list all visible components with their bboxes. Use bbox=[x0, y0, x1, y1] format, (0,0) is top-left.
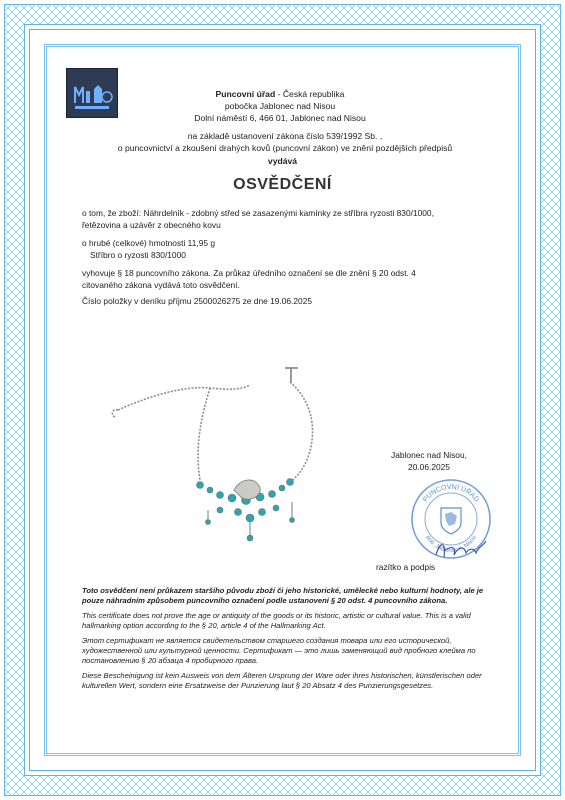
necklace-photo bbox=[100, 360, 370, 560]
issuer-header bbox=[130, 88, 430, 124]
place-and-date bbox=[384, 449, 474, 473]
place-city: Jablonec nad Nisou, bbox=[391, 450, 467, 460]
stamp-bottom-text: pob. Jablonec n. Nisou bbox=[424, 534, 478, 555]
disclaimer-russian: Этот сертификат не является свидетельством старшего создания товара или его исторической, художественной или культурной ценности. Сертификат — это лишь заменяющий вид пробного клейма по постановлению § 20 абзаца 4 пробирного права. bbox=[82, 635, 476, 666]
place-date: 20.06.2025 bbox=[408, 462, 450, 472]
legal-basis-line-2: o puncovnictví a zkoušení drahých kovů (puncovní zákon) ve znění pozdějších předpisů bbox=[117, 143, 453, 153]
weight-info bbox=[82, 238, 382, 261]
compliance-line-1: vyhovuje § 18 puncovního zákona. Za průkaz úředního označení se dle znění § 20 odst. 4 bbox=[82, 268, 416, 278]
office-logo bbox=[66, 68, 118, 118]
disclaimer-notes bbox=[82, 586, 496, 696]
disclaimer-english: This certificate does not prove the age or antiquity of the goods or its historic, artistic or cultural value. This is a valid hallmarking option according to the § 20, article 4 of the Hallmarking Act. bbox=[82, 610, 471, 631]
issuer-branch: pobočka Jablonec nad Nisou bbox=[224, 101, 336, 111]
legal-basis-line-1: na základě ustanovení zákona číslo 539/1992 Sb. , bbox=[187, 131, 383, 141]
compliance-line-2: citovaného zákona vydává toto osvědčení. bbox=[82, 279, 240, 290]
legal-basis bbox=[90, 130, 480, 154]
issuer-name: Puncovní úřad bbox=[215, 89, 276, 99]
disclaimer-czech: Toto osvědčení není průkazem staršího původu zboží či jeho historické, umělecké nebo kulturní hodnoty, ale je pouze náhradním způsobem puncovního označení podle ustanovení § 20 odst. 4 puncovního zákona. bbox=[82, 586, 484, 606]
item-number: Číslo položky v deníku příjmu 2500026275 ze dne 19.06.2025 bbox=[82, 296, 313, 306]
compliance-statement bbox=[82, 268, 462, 291]
signature bbox=[432, 537, 490, 563]
disclaimer-german: Diese Bescheinigung ist kein Ausweis von dem Älteren Ursprung der Ware oder ihres historischen, künstlerischen oder kulturellen Wert, sondern eine Ersatzweise der Punzierung laut § 20 Absatz 4 des Punzierungsgesetzes. bbox=[82, 670, 482, 691]
weight-line: o hrubé (celkové) hmotnosti 11,95 g bbox=[82, 238, 215, 248]
item-description-line-2: řetězovina a uzávěr z obecného kovu bbox=[82, 219, 221, 230]
certificate-title: OSVĚDČENÍ bbox=[233, 176, 332, 193]
item-description bbox=[82, 208, 482, 231]
stamp-top-text: PUNCOVNÍ ÚŘAD bbox=[422, 483, 480, 504]
item-description-line-1: o tom, že zboží: Náhrdelník - zdobný střed se zasazenými kamínky ze stříbra ryzosti 830/1000, bbox=[82, 208, 434, 218]
issuer-address: Dolní náměstí 6, 466 01, Jablonec nad Nisou bbox=[194, 113, 366, 123]
issuer-country: - Česká republika bbox=[275, 89, 345, 99]
fineness-line: Stříbro o ryzosti 830/1000 bbox=[90, 249, 186, 260]
issues-label: vydává bbox=[267, 156, 298, 166]
stamp-signature-label: razítko a podpis bbox=[376, 562, 436, 572]
